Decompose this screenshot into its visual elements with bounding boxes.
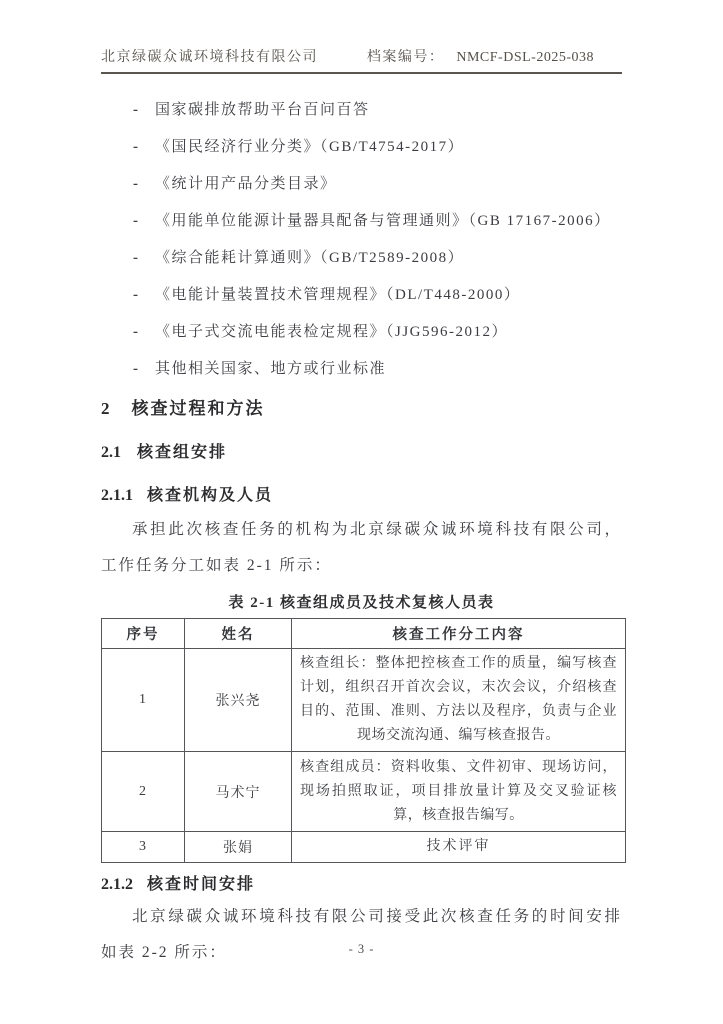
cell-serial-number: 1 xyxy=(102,649,185,752)
dash-bullet: - xyxy=(133,324,140,340)
cell-person-name: 马术宁 xyxy=(185,752,292,832)
cell-duty-description: 技术评审 xyxy=(292,832,626,863)
table-row xyxy=(102,649,626,752)
dash-bullet: - xyxy=(133,176,140,192)
reference-text: 《综合能耗计算通则》（GB/T2589-2008） xyxy=(155,250,465,266)
heading-number: 2.1.1 xyxy=(101,487,133,504)
list-item xyxy=(101,283,622,305)
reference-text: 《国民经济行业分类》（GB/T4754-2017） xyxy=(155,139,465,155)
reference-text: 《用能单位能源计量器具配备与管理通则》（GB 17167-2006） xyxy=(155,213,611,229)
cell-person-name: 张兴尧 xyxy=(185,649,292,752)
cell-duty-description: 核查组长：整体把控核查工作的质量，编写核查计划，组织召开首次会议，末次会议，介绍核查目的、范围、准则、方法以及程序，负责与企业现场交流沟通、编写核查报告。 xyxy=(292,649,626,752)
reference-text: 国家碳排放帮助平台百问百答 xyxy=(155,102,370,118)
section-heading-2-1 xyxy=(101,439,622,462)
list-item xyxy=(101,320,622,342)
dash-bullet: - xyxy=(133,287,140,303)
table-row xyxy=(102,832,626,863)
heading-number: 2.1 xyxy=(101,444,121,461)
column-header-name: 姓名 xyxy=(185,619,292,649)
reference-text: 其他相关国家、地方或行业标准 xyxy=(155,361,387,377)
list-item xyxy=(101,246,622,268)
archive-number-value: NMCF-DSL-2025-038 xyxy=(456,50,594,65)
list-item xyxy=(101,172,622,194)
reference-list xyxy=(101,98,622,379)
column-header-no: 序号 xyxy=(102,619,185,649)
table-header-row xyxy=(102,619,626,649)
cell-serial-number: 2 xyxy=(102,752,185,832)
paragraph-line: 工作任务分工如表 2-1 所示： xyxy=(101,557,332,574)
archive-number-label: 档案编号： xyxy=(366,50,445,65)
cell-duty-description: 核查组成员：资料收集、文件初审、现场访问，现场拍照取证，项目排放量计算及交叉验证核算，核查报告编写。 xyxy=(292,752,626,832)
paragraph-line: 承担此次核查任务的机构为北京绿碳众诚环境科技有限公司， xyxy=(132,521,622,538)
paragraph-line: 如表 2-2 所示： xyxy=(101,944,227,961)
page-number: - 3 - xyxy=(348,942,375,956)
list-item xyxy=(101,209,622,231)
dash-bullet: - xyxy=(133,102,140,118)
verification-team-table xyxy=(101,618,626,863)
heading-title: 核查过程和方法 xyxy=(131,399,265,418)
reference-text: 《统计用产品分类目录》 xyxy=(155,176,337,192)
heading-number: 2.1.2 xyxy=(101,876,133,893)
section-heading-2-1-1 xyxy=(101,482,622,505)
dash-bullet: - xyxy=(133,250,140,266)
list-item xyxy=(101,135,622,157)
heading-title: 核查时间安排 xyxy=(147,876,256,893)
dash-bullet: - xyxy=(133,139,140,155)
heading-title: 核查机构及人员 xyxy=(147,487,274,504)
column-header-duty: 核查工作分工内容 xyxy=(292,619,626,649)
company-name: 北京绿碳众诚环境科技有限公司 xyxy=(101,50,318,65)
running-header xyxy=(101,46,622,74)
reference-text: 《电子式交流电能表检定规程》（JJG596-2012） xyxy=(155,324,509,340)
heading-number: 2 xyxy=(101,399,110,418)
cell-serial-number: 3 xyxy=(102,832,185,863)
section-heading-2 xyxy=(101,394,622,419)
list-item xyxy=(101,357,622,379)
archive-group xyxy=(367,46,622,66)
table-row xyxy=(102,752,626,832)
dash-bullet: - xyxy=(133,361,140,377)
section-heading-2-1-2 xyxy=(101,871,622,894)
paragraph-line: 北京绿碳众诚环境科技有限公司接受此次核查任务的时间安排 xyxy=(132,908,622,925)
paragraph-verifier-intro xyxy=(101,519,622,577)
table-caption: 表 2-1 核查组成员及技术复核人员表 xyxy=(228,595,495,611)
dash-bullet: - xyxy=(133,213,140,229)
list-item xyxy=(101,98,622,120)
heading-title: 核查组安排 xyxy=(137,444,228,461)
cell-person-name: 张娟 xyxy=(185,832,292,863)
reference-text: 《电能计量装置技术管理规程》（DL/T448-2000） xyxy=(155,287,521,303)
